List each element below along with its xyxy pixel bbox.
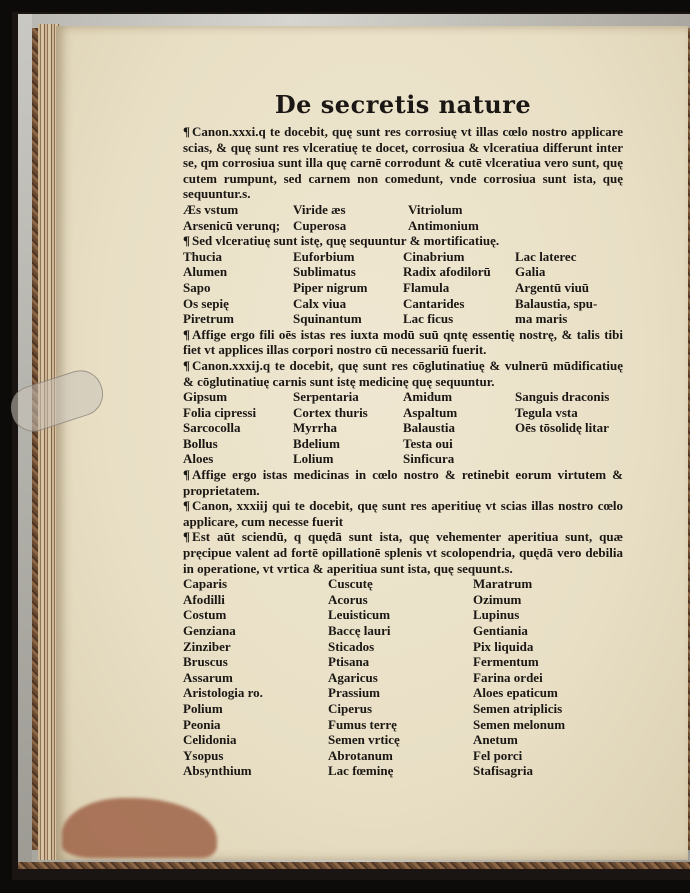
list-item: Farina ordei [473,669,543,685]
list-item: Polium [183,700,223,716]
list-item: Antimonium [408,217,479,233]
list-item: Bruscus [183,654,228,670]
list-item: Semen melonum [473,716,566,732]
list-item: Sublimatus [293,264,356,280]
list-item: Bollus [183,435,218,451]
list-item: Cinabrium [403,248,465,264]
list-item [515,451,625,467]
list-item: Argentū viuū [515,279,590,295]
list-item: Vitriolum [408,201,463,217]
list-item: Cuperosa [293,217,347,233]
list-item: Leuisticum [328,607,391,623]
est-aut: ¶ Est aūt sciendū, q quędā sunt ista, quę vehementer aperitiua sunt, quæ pręcipue valent ad fortē opillationē splenis vt scolopendria, quędā vero debilia in operatione, vt vrtica & aperitiua sunt ista, quę sequunt.s. [183,529,623,576]
list-item: Aloes [183,451,214,467]
list-item: Arsenicū verunq; [183,217,281,233]
list-item: Anetum [473,732,518,748]
pilcrow-icon: ¶ [183,124,191,139]
list-item: Lac laterec [515,248,577,264]
list-item: Sanguis draconis [515,389,610,405]
list-item: Afodilli [183,591,225,607]
list-item: Caparis [183,576,228,592]
list-item: Ptisana [328,654,370,670]
list-item: Æs vstum [183,201,239,217]
list-item: Alumen [183,264,228,280]
list-item: Gipsum [183,389,228,405]
list-item: Fermentum [473,654,539,670]
list-item: Aspaltum [403,404,458,420]
list-item: Semen atriplicis [473,700,563,716]
list-item: Cantarides [403,295,465,311]
list-item: Acorus [328,591,368,607]
list-item: Celidonia [183,732,237,748]
list-item: Genziana [183,623,236,638]
list-item: Euforbium [293,248,355,264]
corrosive-list [183,202,623,233]
list-item: Testa oui [403,435,453,451]
list-item: Calx viua [293,295,347,311]
list-item: Absynthium [183,763,252,779]
list-item: Serpentaria [293,389,359,405]
list-item: Amidum [403,389,453,405]
list-item: Assarum [183,669,233,685]
cover-lining-left [18,14,32,862]
canon-33: ¶ Canon, xxxiij qui te docebit, quę sunt res aperitiuę vt scias illas nostro cœlo applicare, cum necesse fuerit [183,498,623,529]
list-item: Piper nigrum [293,279,368,295]
list-item: Pix liquida [473,638,534,654]
pilcrow-icon: ¶ [183,498,191,514]
list-item: ma maris [515,311,568,327]
list-item: Piretrum [183,311,235,327]
list-item: Cortex thuris [293,404,368,420]
pilcrow-icon: ¶ [183,233,191,249]
list-item: Bdelium [293,435,340,451]
list-item: Baccę lauri [328,623,391,638]
list-item: Sinficura [403,451,455,467]
list-item: Agaricus [328,669,378,685]
list-item: Maratrum [473,576,533,592]
list-item: Flamula [403,279,450,295]
page-text [183,90,623,779]
list-item: Costum [183,607,227,623]
list-item: Lac fœminę [328,763,394,779]
list-item: Balaustia [403,420,456,436]
list-item: Lupinus [473,607,520,623]
canon-31: ¶ Canon.xxxi.q te docebit, quę sunt res corrosiuę vt illas cœlo nostro applicare scias, & quę sunt res vlceratiuę te docet, corrosiua & vlceratiua differunt inter se, qm corrosiua sunt illa quę carnē corrodunt & cutē vlceratiua vero sunt, quę cutem rumpunt, sed carnem non comedunt, vnde corrosiua sunt ista, quę sequuntur.s. [183,124,623,202]
list-item: Gentiania [473,623,528,638]
list-item: Myrrha [293,420,338,436]
aperitive-list [183,576,623,779]
running-title: De secretis nature [274,90,532,119]
list-item: Sticados [328,638,375,654]
list-item: Tegula vsta [515,404,578,420]
list-item: Aloes epaticum [473,685,558,701]
affige-2: ¶ Affige ergo istas medicinas in cœlo nostro & retinebit eorum virtutem & proprietatem. [183,467,623,498]
list-item: Semen vrticę [328,732,400,748]
list-item: Lolium [293,451,334,467]
list-item: Lac ficus [403,311,454,327]
list-item: Aristologia ro. [183,685,263,701]
list-item: Oēs tōsolidę litar [515,420,609,436]
ulcerative-heading: ¶ Sed vlceratiuę sunt istę, quę sequuntur & mortificatiuę. [183,233,500,249]
list-item: Fel porci [473,747,523,763]
list-item: Stafisagria [473,763,533,779]
list-item: Peonia [183,716,221,732]
list-item: Zinziber [183,638,231,654]
list-item: Galia [515,264,546,280]
canon-32: ¶ Canon.xxxij.q te docebit, quę sunt res cōglutinatiuę & vulnerū mūdificatiuę & cōglutinatiuę carnis sunt istę medicinę quę sequuntur. [183,357,623,389]
list-item: Folia cipressi [183,404,257,420]
pilcrow-icon: ¶ [183,529,191,545]
list-item: Abrotanum [328,747,393,763]
list-item: Balaustia, spu- [515,295,598,311]
list-item: Thucia [183,248,223,264]
list-item [515,436,625,452]
pilcrow-icon: ¶ [183,467,191,483]
list-item: Ciperus [328,700,373,716]
list-item: Ozimum [473,591,522,607]
list-item: Os sepię [183,295,229,311]
list-item: Radix afodilorū [403,264,491,280]
ulcerative-list [183,249,623,327]
list-item: Fumus terrę [328,716,397,732]
list-item: Prassium [328,685,380,701]
list-item: Viride æs [293,201,346,217]
list-item: Sapo [183,279,211,295]
list-item: Squinantum [293,311,362,327]
list-item: Cuscutę [328,576,373,592]
affige-1: ¶ Affige ergo fili oēs istas res iuxta modū suū qntę essentię nostrę, & talis tibi fiet vt applices illas corpori nostro cū necessariū fuerit. [183,326,623,358]
list-item: Sarcocolla [183,420,241,436]
pilcrow-icon: ¶ [183,357,191,373]
conglutinative-list [183,389,623,467]
list-item: Ysopus [183,747,224,763]
pilcrow-icon: ¶ [183,326,191,342]
